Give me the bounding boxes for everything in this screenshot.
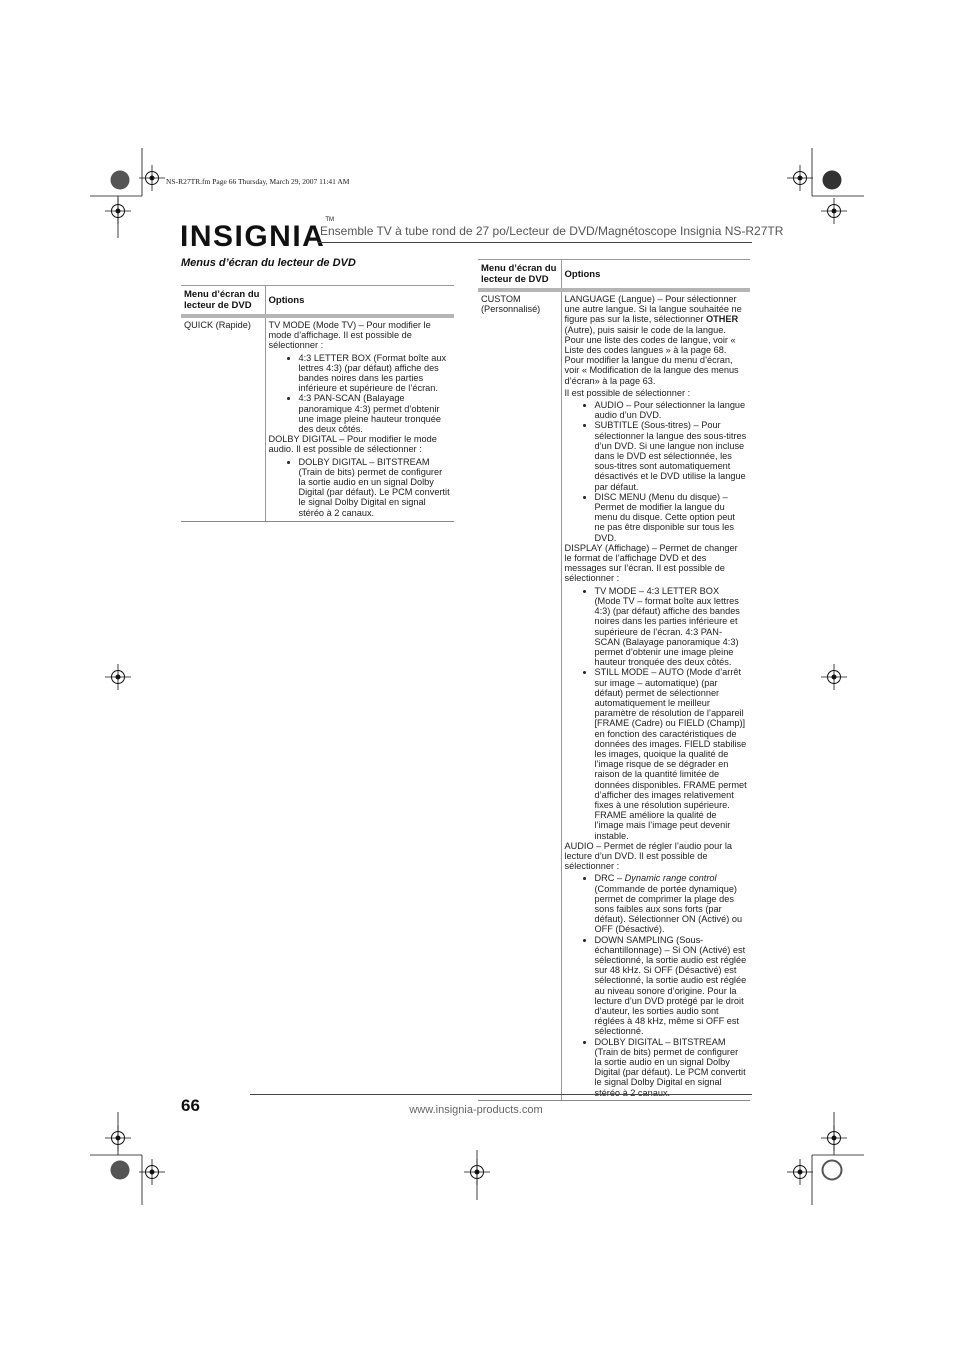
drc-italic: Dynamic range control: [624, 873, 717, 884]
tv-mode-paragraph: TV MODE (Mode TV) – Pour modifier le mode d’affichage. Il est possible de sélectionner :: [268, 320, 431, 351]
column-header-options: Options: [561, 260, 750, 291]
logo-text: INSIGNIA: [180, 220, 326, 253]
column-header-options: Options: [265, 286, 454, 317]
table-row: [478, 290, 750, 1100]
footer-rule: [250, 1094, 752, 1095]
list-item: [595, 873, 748, 934]
color-bar-circle: [111, 1161, 130, 1180]
column-header-menu: Menu d’écran du lecteur de DVD: [478, 260, 561, 291]
column-header-menu: Menu d’écran du lecteur de DVD: [181, 286, 265, 317]
drc-label: DRC –: [594, 873, 623, 884]
audio-list: [565, 873, 748, 1097]
list-item: • DOLBY DIGITAL – BITSTREAM (Train de bits) permet de configurer la sortie audio en un signal Dolby Digital (par défaut). Le PCM convertit le signal Dolby Digital en signal stéréo à 2 canaux.: [299, 457, 452, 518]
registration-mark-icon: [821, 198, 847, 224]
header-rule: [318, 242, 752, 243]
display-paragraph: DISPLAY (Affichage) – Permet de changer le format de l’affichage DVD et des messages sur l’écran. Il est possible de sélectionner :: [564, 542, 738, 584]
options-table-quick: [181, 285, 454, 522]
color-bar-circle: [111, 171, 130, 190]
language-text-cont: (Autre), puis saisir le code de la langue. Pour une liste des codes de langue, voir « Liste des codes langues » à la page 68. Pour modifier la langue du menu d’écran, voir « Modification de la langue des menus d’écran» à la page 63.: [564, 324, 739, 386]
list-item: • AUDIO – Pour sélectionner la langue audio d’un DVD.: [595, 400, 748, 420]
footer-url: www.insignia-products.com: [409, 1104, 543, 1116]
menu-cell: CUSTOM (Personnalisé): [478, 290, 561, 1100]
list-item: • DISC MENU (Menu du disque) – Permet de modifier la langue du menu du disque. Cette option peut ne pas être disponible sur tous les DVD.: [595, 492, 748, 543]
other-label: OTHER: [705, 314, 739, 325]
registration-mark-icon: [787, 165, 813, 191]
list-item: • SUBTITLE (Sous-titres) – Pour sélectionner la langue des sous-titres d’un DVD. Si une langue non incluse dans le DVD est sélectionnée, les sous-titres sont automatiquement désactivés et le DVD utilise la langue par défaut.: [595, 420, 748, 491]
registration-mark-icon: [787, 1159, 813, 1185]
page-number: 66: [181, 1096, 200, 1115]
menu-cell: QUICK (Rapide): [181, 316, 265, 521]
drc-text: (Commande de portée dynamique) permet de comprimer la plage des sons faibles aux sons forts (par défaut). Sélectionner ON (Activé) ou OFF (Désactivé).: [594, 883, 743, 935]
language-list: [565, 400, 748, 543]
list-item: • STILL MODE – AUTO (Mode d’arrêt sur image – automatique) (par défaut) permet de sélectionner automatiquement le meilleur paramètre de résolution de l’appareil [FRAME (Cadre) ou FIELD (Champ)] en fonction des caractéristiques de données des images. FIELD stabilise les images, quoique la qualité de l’image risque de se dégrader en raison de la quantité limitée de données disponibles. FRAME permet d’afficher des images relativement fixes à une résolution supérieure. FRAME améliore la qualité de l’image mais l’image peut devenir instable.: [595, 667, 748, 840]
document-title: Ensemble TV à tube rond de 27 po/Lecteur de DVD/Magnétoscope Insignia NS-R27TR: [320, 224, 784, 238]
registration-mark-icon: [105, 664, 131, 690]
options-table-custom: [478, 259, 750, 1101]
dolby-list: [269, 457, 452, 518]
list-item: • 4:3 LETTER BOX (Format boîte aux lettres 4:3) (par défaut) affiche des bandes noires dans les parties inférieure et supérieure de l’écran.: [299, 353, 452, 394]
dolby-paragraph: DOLBY DIGITAL – Pour modifier le mode audio. Il est possible de sélectionner :: [268, 434, 437, 455]
registration-mark-icon: [139, 165, 165, 191]
insignia-logo: [180, 219, 334, 252]
tv-mode-list: [269, 353, 452, 435]
audio-paragraph: AUDIO – Permet de régler l’audio pour la lecture d’un DVD. Il est possible de sélectionner :: [564, 840, 732, 872]
display-list: [565, 586, 748, 841]
list-item: • 4:3 PAN-SCAN (Balayage panoramique 4:3) permet d’obtenir une image pleine hauteur tronquée des deux côtés.: [299, 393, 452, 434]
table-row: [181, 316, 454, 521]
list-item: • TV MODE – 4:3 LETTER BOX (Mode TV – format boîte aux lettres 4:3) (par défaut) affiche des bandes noires dans les parties inférieure et supérieure de l’écran. 4:3 PAN-SCAN (Balayage panoramique 4:3) permet d’obtenir une image pleine hauteur tronquée des deux côtés.: [595, 586, 748, 668]
print-slug: NS-R27TR.fm Page 66 Thursday, March 29, 2007 11:41 AM: [166, 177, 350, 186]
list-item: • DOLBY DIGITAL – BITSTREAM (Train de bits) permet de configurer la sortie audio en un signal Dolby Digital (par défaut). Le PCM convertit le signal Dolby Digital en signal stéréo à 2 canaux.: [595, 1037, 748, 1098]
trademark-mark: TM: [325, 217, 335, 223]
options-cell: [265, 316, 454, 521]
color-bar-circle: [823, 171, 842, 190]
language-text: LANGUAGE (Langue) – Pour sélectionner une autre langue. Si la langue souhaitée ne figure pas sur la liste, sélectionner: [564, 294, 742, 325]
language-paragraph: [565, 294, 748, 386]
list-item: • DOWN SAMPLING (Sous-échantillonnage) – Si ON (Activé) est sélectionné, la sortie audio est réglée sur 48 kHz. Si OFF (Désactivé) est sélectionné, la sortie audio est réglée au niveau sonore d’origine. Pour la lecture d’un DVD protégé par le droit d’auteur, les sorties audio sont réglées à 48 kHz, même si OFF est sélectionné.: [595, 935, 748, 1037]
registration-mark-icon: [821, 664, 847, 690]
options-cell: [561, 290, 750, 1100]
section-title: Menus d’écran du lecteur de DVD: [181, 257, 356, 269]
language-select-paragraph: Il est possible de sélectionner :: [564, 387, 691, 398]
registration-mark-icon: [139, 1159, 165, 1185]
color-bar-circle: [823, 1161, 842, 1180]
